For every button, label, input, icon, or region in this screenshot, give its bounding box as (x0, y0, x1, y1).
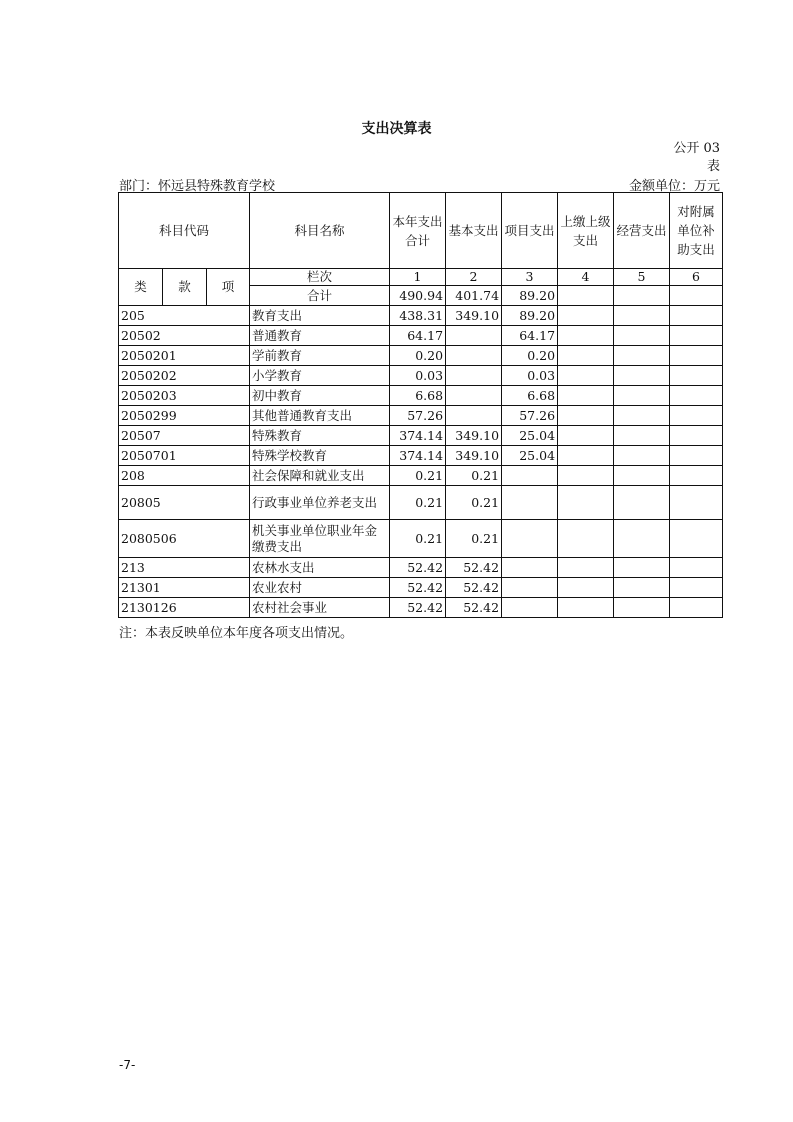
basic-expenditure-cell (446, 406, 502, 426)
table-row (119, 446, 723, 466)
subsidy-expenditure-cell (670, 406, 723, 426)
remit-expenditure-cell (558, 406, 614, 426)
subject-code-cell: 2050299 (119, 406, 250, 426)
total-expenditure-cell: 0.21 (390, 520, 446, 558)
subsidy-expenditure-cell (670, 366, 723, 386)
remit-expenditure-cell (558, 346, 614, 366)
remit-expenditure-cell (558, 486, 614, 520)
operating-expenditure-cell (614, 426, 670, 446)
header-col2: 基本支出 (446, 193, 502, 269)
amount-unit-label: 金额单位：万元 (628, 179, 720, 194)
subsidy-expenditure-cell (670, 598, 723, 618)
total-expenditure-cell: 0.03 (390, 366, 446, 386)
subject-code-cell: 2050701 (119, 446, 250, 466)
remit-expenditure-cell (558, 386, 614, 406)
table-row (119, 598, 723, 618)
col-number: 6 (670, 269, 723, 286)
table-note: 注：本表反映单位本年度各项支出情况。 (119, 626, 354, 641)
subject-code-cell: 20502 (119, 326, 250, 346)
basic-expenditure-cell: 349.10 (446, 306, 502, 326)
remit-expenditure-cell (558, 558, 614, 578)
subject-code-cell: 2130126 (119, 598, 250, 618)
remit-expenditure-cell (558, 326, 614, 346)
remit-expenditure-cell (558, 426, 614, 446)
subject-name-cell: 农业农村 (250, 578, 390, 598)
subject-code-cell: 20805 (119, 486, 250, 520)
remit-expenditure-cell (558, 520, 614, 558)
operating-expenditure-cell (614, 446, 670, 466)
subject-name-cell: 特殊学校教育 (250, 446, 390, 466)
subject-code-cell: 208 (119, 466, 250, 486)
department-label: 部门：怀远县特殊教育学校 (119, 179, 276, 194)
header-xiang: 项 (207, 269, 250, 306)
basic-expenditure-cell: 0.21 (446, 486, 502, 520)
page-number: -7- (119, 1058, 136, 1072)
project-expenditure-cell (502, 578, 558, 598)
operating-expenditure-cell (614, 386, 670, 406)
basic-expenditure-cell (446, 386, 502, 406)
total-expenditure-cell: 0.21 (390, 466, 446, 486)
form-code: 公开 03 (673, 141, 720, 156)
header-col6: 对附属单位补助支出 (670, 193, 723, 269)
subject-code-cell: 21301 (119, 578, 250, 598)
page-title: 支出决算表 (361, 121, 432, 137)
subsidy-expenditure-cell (670, 578, 723, 598)
operating-expenditure-cell (614, 346, 670, 366)
project-expenditure-cell: 0.20 (502, 346, 558, 366)
subject-name-cell: 初中教育 (250, 386, 390, 406)
operating-expenditure-cell (614, 578, 670, 598)
total-expenditure-cell: 374.14 (390, 446, 446, 466)
project-expenditure-cell (502, 520, 558, 558)
basic-expenditure-cell: 52.42 (446, 558, 502, 578)
col-number: 2 (446, 269, 502, 286)
header-col1: 本年支出合计 (390, 193, 446, 269)
table-row (119, 326, 723, 346)
table-row (119, 346, 723, 366)
basic-expenditure-cell (446, 326, 502, 346)
total-col2: 401.74 (446, 286, 502, 306)
subject-name-cell: 普通教育 (250, 326, 390, 346)
total-expenditure-cell: 57.26 (390, 406, 446, 426)
subject-code-cell: 205 (119, 306, 250, 326)
col-number: 1 (390, 269, 446, 286)
subsidy-expenditure-cell (670, 486, 723, 520)
header-kuan: 款 (163, 269, 207, 306)
operating-expenditure-cell (614, 486, 670, 520)
subject-name-cell: 农林水支出 (250, 558, 390, 578)
project-expenditure-cell: 6.68 (502, 386, 558, 406)
subject-code-cell: 2080506 (119, 520, 250, 558)
total-expenditure-cell: 438.31 (390, 306, 446, 326)
subsidy-expenditure-cell (670, 466, 723, 486)
expenditure-table (118, 192, 723, 618)
basic-expenditure-cell (446, 346, 502, 366)
basic-expenditure-cell (446, 366, 502, 386)
col-number: 5 (614, 269, 670, 286)
subsidy-expenditure-cell (670, 326, 723, 346)
operating-expenditure-cell (614, 598, 670, 618)
subject-code-cell: 213 (119, 558, 250, 578)
header-lanci: 栏次 (250, 269, 390, 286)
project-expenditure-cell: 25.04 (502, 426, 558, 446)
project-expenditure-cell (502, 598, 558, 618)
total-expenditure-cell: 0.20 (390, 346, 446, 366)
table-row (119, 426, 723, 446)
subsidy-expenditure-cell (670, 446, 723, 466)
subsidy-expenditure-cell (670, 386, 723, 406)
total-expenditure-cell: 0.21 (390, 486, 446, 520)
table-row (119, 466, 723, 486)
total-expenditure-cell: 64.17 (390, 326, 446, 346)
project-expenditure-cell: 0.03 (502, 366, 558, 386)
form-code-suffix: 表 (706, 159, 720, 174)
total-expenditure-cell: 6.68 (390, 386, 446, 406)
subject-name-cell: 农村社会事业 (250, 598, 390, 618)
total-expenditure-cell: 52.42 (390, 578, 446, 598)
total-expenditure-cell: 374.14 (390, 426, 446, 446)
total-col6 (670, 286, 723, 306)
header-lei: 类 (119, 269, 163, 306)
total-col4 (558, 286, 614, 306)
table-row (119, 486, 723, 520)
project-expenditure-cell: 89.20 (502, 306, 558, 326)
subject-name-cell: 社会保障和就业支出 (250, 466, 390, 486)
remit-expenditure-cell (558, 306, 614, 326)
subject-code-cell: 2050201 (119, 346, 250, 366)
subject-code-cell: 2050203 (119, 386, 250, 406)
subject-name-cell: 机关事业单位职业年金缴费支出 (250, 520, 390, 558)
basic-expenditure-cell: 0.21 (446, 466, 502, 486)
project-expenditure-cell: 64.17 (502, 326, 558, 346)
project-expenditure-cell (502, 486, 558, 520)
subject-name-cell: 行政事业单位养老支出 (250, 486, 390, 520)
header-col5: 经营支出 (614, 193, 670, 269)
table-row (119, 558, 723, 578)
subject-name-cell: 学前教育 (250, 346, 390, 366)
subsidy-expenditure-cell (670, 558, 723, 578)
table-row (119, 386, 723, 406)
subject-name-cell: 教育支出 (250, 306, 390, 326)
remit-expenditure-cell (558, 446, 614, 466)
operating-expenditure-cell (614, 520, 670, 558)
subsidy-expenditure-cell (670, 346, 723, 366)
subsidy-expenditure-cell (670, 520, 723, 558)
subject-name-cell: 小学教育 (250, 366, 390, 386)
operating-expenditure-cell (614, 558, 670, 578)
basic-expenditure-cell: 349.10 (446, 446, 502, 466)
subject-name-cell: 其他普通教育支出 (250, 406, 390, 426)
total-col5 (614, 286, 670, 306)
table-row (119, 366, 723, 386)
operating-expenditure-cell (614, 406, 670, 426)
table-row (119, 406, 723, 426)
subject-code-cell: 2050202 (119, 366, 250, 386)
total-col3: 89.20 (502, 286, 558, 306)
basic-expenditure-cell: 349.10 (446, 426, 502, 446)
operating-expenditure-cell (614, 366, 670, 386)
col-number: 3 (502, 269, 558, 286)
table-row (119, 578, 723, 598)
operating-expenditure-cell (614, 306, 670, 326)
header-subject-code: 科目代码 (119, 193, 250, 269)
remit-expenditure-cell (558, 578, 614, 598)
basic-expenditure-cell: 52.42 (446, 578, 502, 598)
header-col3: 项目支出 (502, 193, 558, 269)
header-col4: 上缴上级支出 (558, 193, 614, 269)
col-number: 4 (558, 269, 614, 286)
subsidy-expenditure-cell (670, 306, 723, 326)
operating-expenditure-cell (614, 466, 670, 486)
total-label: 合计 (250, 286, 390, 306)
remit-expenditure-cell (558, 598, 614, 618)
project-expenditure-cell: 25.04 (502, 446, 558, 466)
subject-code-cell: 20507 (119, 426, 250, 446)
project-expenditure-cell: 57.26 (502, 406, 558, 426)
basic-expenditure-cell: 0.21 (446, 520, 502, 558)
operating-expenditure-cell (614, 326, 670, 346)
basic-expenditure-cell: 52.42 (446, 598, 502, 618)
header-subject-name: 科目名称 (250, 193, 390, 269)
project-expenditure-cell (502, 466, 558, 486)
total-expenditure-cell: 52.42 (390, 598, 446, 618)
remit-expenditure-cell (558, 466, 614, 486)
total-col1: 490.94 (390, 286, 446, 306)
remit-expenditure-cell (558, 366, 614, 386)
project-expenditure-cell (502, 558, 558, 578)
table-row (119, 306, 723, 326)
total-expenditure-cell: 52.42 (390, 558, 446, 578)
subject-name-cell: 特殊教育 (250, 426, 390, 446)
subsidy-expenditure-cell (670, 426, 723, 446)
table-row (119, 520, 723, 558)
